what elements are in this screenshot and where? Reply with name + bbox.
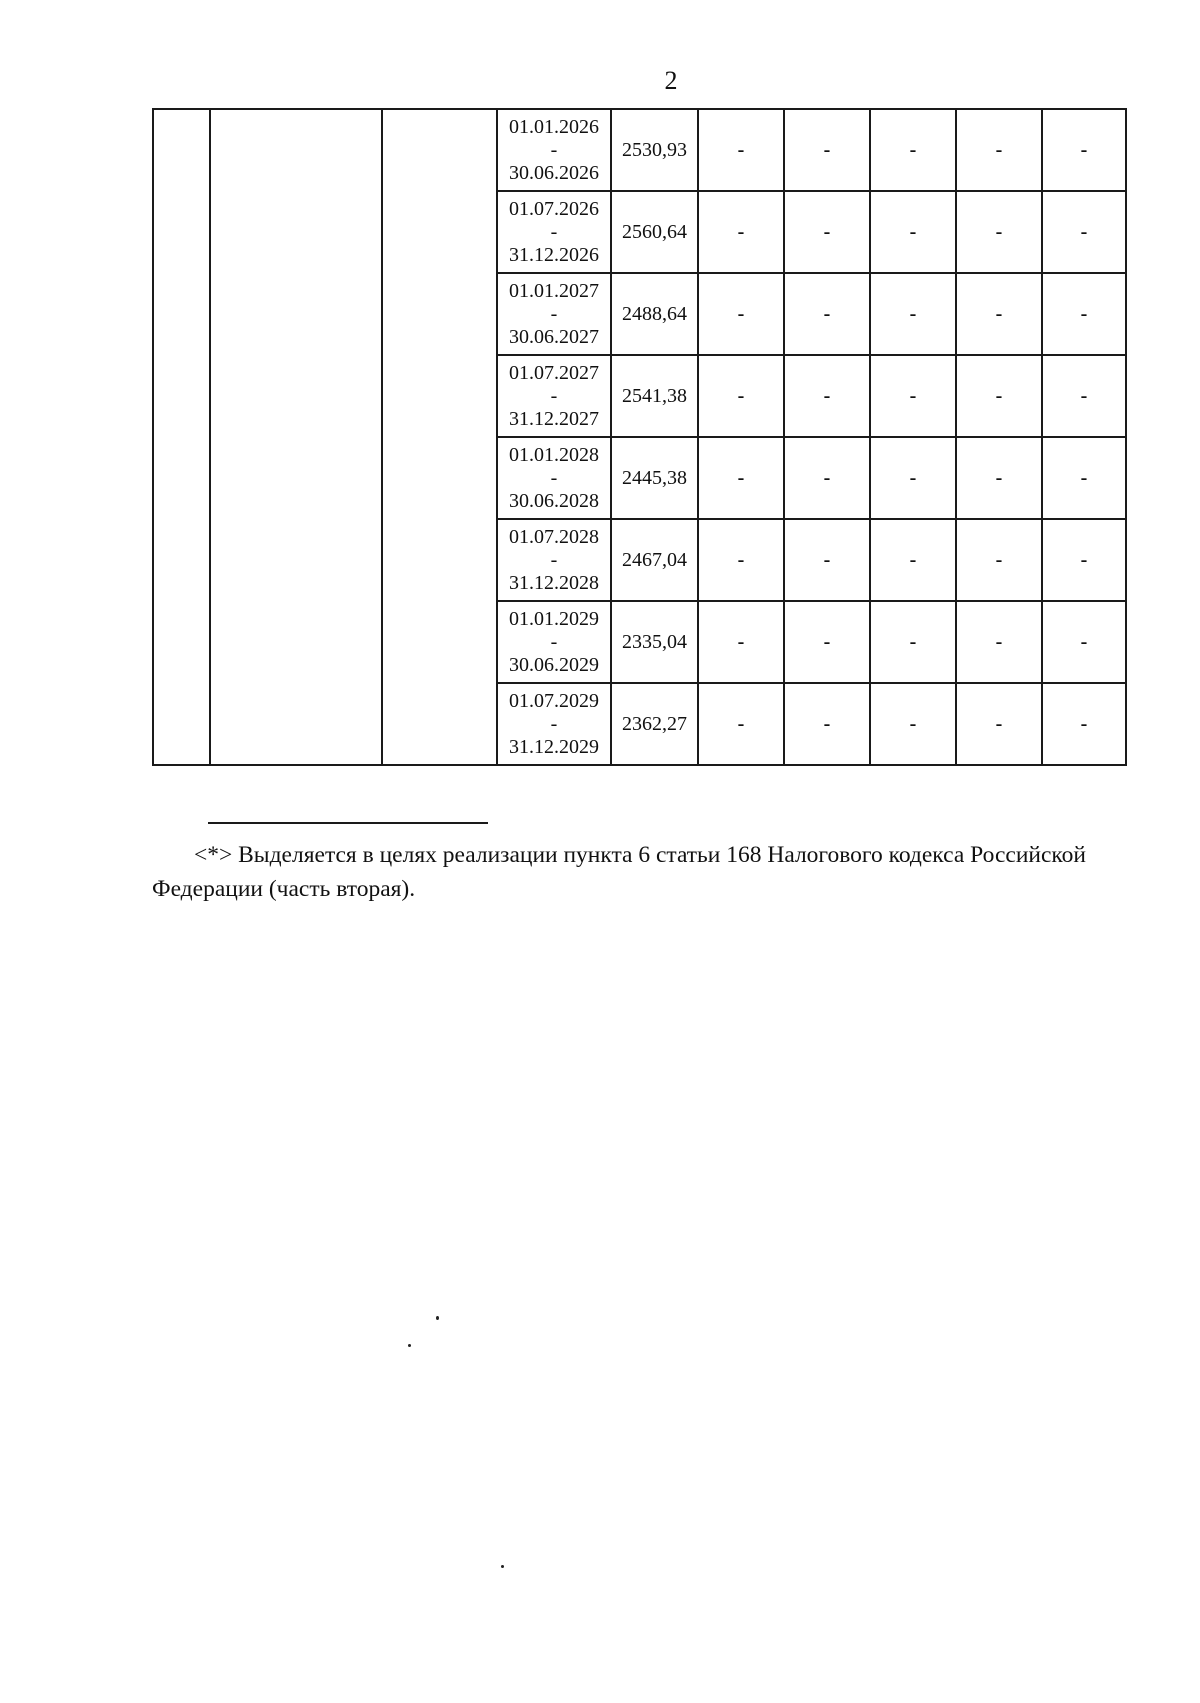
empty-value-cell: - (698, 519, 784, 601)
empty-value-cell: - (698, 437, 784, 519)
period-end: 30.06.2027 (509, 325, 599, 348)
empty-value-cell: - (784, 109, 870, 191)
period-sep: - (550, 138, 558, 161)
empty-value-cell: - (1042, 355, 1126, 437)
empty-value-cell: - (870, 601, 956, 683)
empty-value-cell: - (870, 437, 956, 519)
period-start: 01.07.2029 (509, 689, 599, 712)
period-sep: - (550, 220, 558, 243)
tariff-value-cell: 2541,38 (611, 355, 698, 437)
empty-value-cell: - (698, 683, 784, 765)
period-start: 01.07.2027 (509, 361, 599, 384)
empty-value-cell: - (784, 437, 870, 519)
period-sep: - (550, 548, 558, 571)
empty-value-cell: - (784, 273, 870, 355)
empty-value-cell: - (1042, 683, 1126, 765)
period-end: 30.06.2029 (509, 653, 599, 676)
period-start: 01.07.2028 (509, 525, 599, 548)
tariff-value-cell: 2530,93 (611, 109, 698, 191)
empty-value-cell: - (870, 519, 956, 601)
empty-value-cell: - (1042, 273, 1126, 355)
scan-speck (436, 1316, 439, 1320)
period-end: 31.12.2027 (509, 407, 599, 430)
empty-value-cell: - (956, 273, 1042, 355)
blank-column-1 (153, 109, 210, 765)
period-cell (497, 437, 611, 519)
period-start: 01.01.2028 (509, 443, 599, 466)
tariff-table (152, 108, 1127, 766)
empty-value-cell: - (956, 437, 1042, 519)
empty-value-cell: - (956, 109, 1042, 191)
period-sep: - (550, 630, 558, 653)
period-cell (497, 601, 611, 683)
empty-value-cell: - (870, 109, 956, 191)
empty-value-cell: - (784, 191, 870, 273)
period-sep: - (550, 466, 558, 489)
empty-value-cell: - (698, 191, 784, 273)
period-cell (497, 519, 611, 601)
page-number: 2 (664, 66, 678, 95)
blank-column-3 (382, 109, 497, 765)
period-end: 31.12.2028 (509, 571, 599, 594)
period-start: 01.01.2029 (509, 607, 599, 630)
scan-speck (501, 1565, 504, 1568)
tariff-table-body (153, 109, 1126, 765)
tariff-value-cell: 2445,38 (611, 437, 698, 519)
empty-value-cell: - (956, 683, 1042, 765)
empty-value-cell: - (1042, 109, 1126, 191)
period-end: 30.06.2026 (509, 161, 599, 184)
period-start: 01.07.2026 (509, 197, 599, 220)
empty-value-cell: - (1042, 437, 1126, 519)
empty-value-cell: - (870, 191, 956, 273)
empty-value-cell: - (698, 273, 784, 355)
period-cell (497, 355, 611, 437)
empty-value-cell: - (956, 355, 1042, 437)
empty-value-cell: - (784, 519, 870, 601)
empty-value-cell: - (784, 683, 870, 765)
period-cell (497, 109, 611, 191)
empty-value-cell: - (1042, 601, 1126, 683)
empty-value-cell: - (1042, 519, 1126, 601)
period-sep: - (550, 384, 558, 407)
empty-value-cell: - (698, 601, 784, 683)
period-cell (497, 273, 611, 355)
period-cell (497, 683, 611, 765)
empty-value-cell: - (870, 683, 956, 765)
empty-value-cell: - (956, 519, 1042, 601)
empty-value-cell: - (956, 601, 1042, 683)
empty-value-cell: - (1042, 191, 1126, 273)
period-start: 01.01.2026 (509, 115, 599, 138)
blank-column-2 (210, 109, 382, 765)
empty-value-cell: - (698, 109, 784, 191)
empty-value-cell: - (784, 601, 870, 683)
table-row (153, 109, 1126, 191)
period-sep: - (550, 302, 558, 325)
scan-speck (408, 1344, 411, 1347)
tariff-value-cell: 2467,04 (611, 519, 698, 601)
tariff-value-cell: 2362,27 (611, 683, 698, 765)
period-sep: - (550, 712, 558, 735)
empty-value-cell: - (870, 355, 956, 437)
period-start: 01.01.2027 (509, 279, 599, 302)
period-end: 31.12.2026 (509, 243, 599, 266)
period-cell (497, 191, 611, 273)
period-end: 31.12.2029 (509, 735, 599, 758)
tariff-value-cell: 2335,04 (611, 601, 698, 683)
empty-value-cell: - (698, 355, 784, 437)
tariff-value-cell: 2560,64 (611, 191, 698, 273)
empty-value-cell: - (956, 191, 1042, 273)
tariff-value-cell: 2488,64 (611, 273, 698, 355)
footnote: <*> Выделяется в целях реализации пункта 6 статьи 168 Налогового кодекса Российской Федерации (часть вторая). (152, 842, 1086, 902)
empty-value-cell: - (870, 273, 956, 355)
footnote-rule (208, 822, 488, 824)
empty-value-cell: - (784, 355, 870, 437)
period-end: 30.06.2028 (509, 489, 599, 512)
